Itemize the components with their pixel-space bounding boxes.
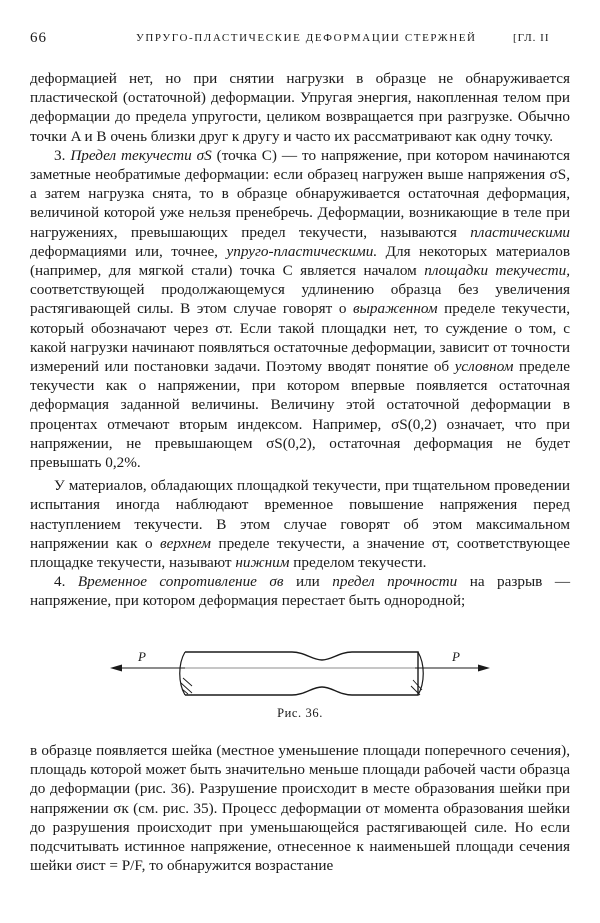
term-yield-platform: площадки текучести, [424, 262, 570, 280]
term-conditional: условном [454, 358, 514, 376]
specimen-left-end [180, 652, 185, 695]
force-arrowhead-left [110, 665, 122, 672]
term-yield-limit: Предел текучести σS [70, 146, 212, 164]
specimen-right-hatch [411, 680, 422, 695]
running-title: УПРУГО-ПЛАСТИЧЕСКИЕ ДЕФОРМАЦИИ СТЕРЖНЕЙ [136, 32, 477, 44]
paragraph-ultimate-strength: 4. Временное сопротивление σв или предел прочности на разрыв — напряжение, при котором деформация перестает быть однородной; [30, 573, 571, 610]
force-arrowhead-right [478, 665, 490, 672]
term-plastic: пластическими [470, 223, 570, 241]
page-number: 66 [30, 30, 47, 46]
figure-caption: Рис. 36. [277, 706, 323, 720]
paragraph-elastic-energy: деформацией нет, но при снятии нагрузки в образце не обнаруживается пластической (остаточной) деформации. Упругая энергия, накопленная телом при деформации до предела упругости, целиком возвращается при разгрузке. Обычно точки A и B очень близки друг к другу и часто их рассматривают как одну точку. [30, 70, 570, 145]
chapter-marker: [ГЛ. II [513, 32, 550, 44]
term-expressed: выраженном [353, 300, 438, 318]
paragraph-yield-limit: 3. Предел текучести σS (точка C) — то напряжение, при котором начинаются заметные необратимые деформации: если образец нагружен выше напряжения σS, а затем нагрузка снята, то в образце обнаруживается остаточная деформация, величиной которой уже нельзя пренебречь. Деформации, возникающие в теле при нагружениях, превышающих предел текучести, называются пластическими деформациями или, точнее, упруго-пластическими. Для некоторых материалов (например, для мягкой стали) точка C является началом площадки текучести, соответствующей продолжающемуся удлинению образца без увеличения растягивающей силы. В этом случае говорят о выраженном пределе текучести, который обозначают через σт. Если такой площадки нет, то суждение о том, с какой нагрузки начинают появляться остаточные деформации, зависит от точности измерений или постановки задачи. Поэтому вводят понятие об условном пределе текучести как о напряжении, при котором впервые появляется остаточная деформация заданной величины. Величину этой остаточной деформации в процентах отмечают вторым индексом. Например, σS(0,2) означает, что при напряжении, не превышающем σS(0,2), остаточная деформация не будет превышать 0,2%. [30, 146, 571, 472]
force-label-right: P [452, 649, 460, 664]
term-elastoplastic: упруго-пластическими. [226, 242, 378, 260]
specimen-outline [185, 652, 418, 695]
term-strength-limit: предел прочности [332, 573, 458, 591]
paragraph-upper-lower-yield: У материалов, обладающих площадкой текучести, при тщательном проведении испытания иногда наблюдают временное повышение напряжения перед наступлением текучести. В этом случае говорят об этом максимальном напряжении как о верхнем пределе текучести, а значение σт, соответствующее площадке текучести, называют нижним пределом текучести. [30, 477, 570, 572]
term-ultimate-strength: Временное сопротивление σв [77, 573, 284, 591]
term-upper: верхнем [160, 534, 211, 552]
term-lower: нижним [235, 554, 290, 572]
body-text-top [30, 69, 570, 611]
paragraph-necking: в образце появляется шейка (местное уменьшение площади поперечного сечения), площадь которой может быть значительно меньше площади рабочей части образца до деформации (рис. 36). Разрушение происходит в месте образования шейки при напряжении σк (см. рис. 35). Процесс деформации от момента образования шейки до разрушения происходит при уменьшающейся растягивающей силе. Но если подсчитывать истинное напряжение, отнесенное к наименьшей площади сечения шейки σист = P/F, то обнаружится возрастание [30, 742, 570, 875]
body-text-bottom [30, 741, 570, 875]
force-label-left: P [138, 649, 146, 664]
page-header [0, 30, 600, 54]
